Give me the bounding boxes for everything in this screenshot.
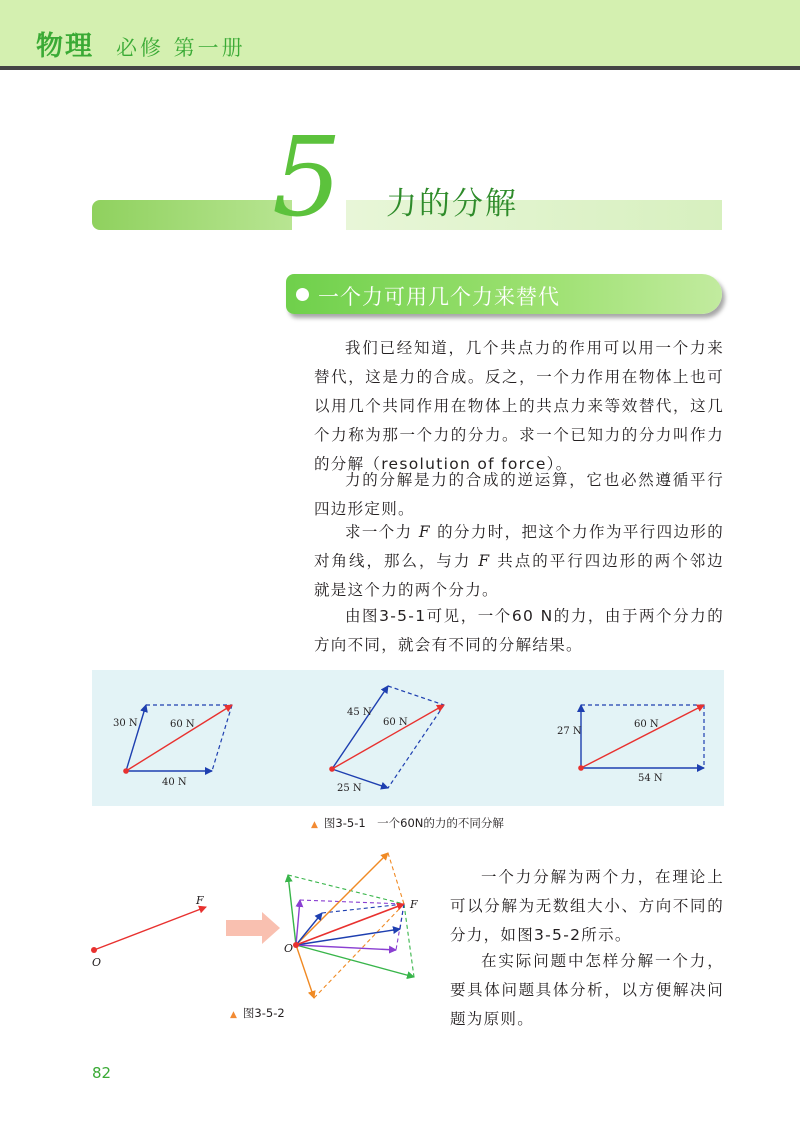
component-arrow [288,875,296,945]
origin-label: O [92,956,102,969]
component-arrow [296,945,414,977]
origin-point [91,947,97,953]
paragraph-4: 由图3-5-1可见，一个60 N的力，由于两个分力的方向不同，就会有不同的分解结果。 [314,607,724,654]
figure-3-5-2-caption [230,1005,285,1021]
label-45n: 45 N [347,707,372,718]
right-paragraph-2: 在实际问题中怎样分解一个力，要具体问题具体分析，以方便解决问题为原则。 [450,952,724,1028]
multiple-decomposition-diagram [284,853,418,998]
caption-marker-icon: ▲ [311,820,318,830]
label-27n: 27 N [557,726,582,737]
book-subtitle: 必修 第一册 [116,36,246,60]
paragraph-3-part-2: 的分力时，把这个力作为平行四边形的对角线，那么，与力 [314,523,724,570]
dashed-edge [300,900,404,904]
label-40n: 40 N [162,777,187,788]
figure-3-5-1-caption-text: 图3-5-1 一个60N的力的不同分解 [323,816,504,830]
dashed-edge [400,904,404,929]
dashed-edge [314,904,404,998]
caption-marker-icon: ▲ [230,1010,237,1020]
force-arrow [94,907,206,950]
label-25n: 25 N [337,783,362,794]
label-54n: 54 N [638,773,663,784]
transition-arrow-icon [226,912,280,944]
single-force-diagram [91,894,206,969]
component-arrow [296,929,400,945]
figure-3-5-2-caption-text: 图3-5-2 [242,1006,285,1020]
paragraph-1: 我们已经知道，几个共点力的作用可以用一个力来替代，这是力的合成。反之，一个力作用在物体上也可以用几个共同作用在物体上的共点力来等效替代，这几个力称为那一个力的分力。求一个已知力的分力叫作力的分解（resolution of force）。 [314,339,724,473]
origin-label: O [284,942,294,955]
right-paragraph-1: 一个力分解为两个力，在理论上可以分解为无数组大小、方向不同的分力，如图3-5-2所示。 [450,868,724,944]
page-number: 82 [92,1064,112,1082]
force-variable: F [478,552,491,570]
force-label: F [196,894,204,907]
label-60n: 60 N [383,717,408,728]
component-arrow [296,853,388,945]
component-arrow [296,900,300,945]
paragraph-2: 力的分解是力的合成的逆运算，它也必然遵循平行四边形定则。 [314,471,724,518]
force-label: F [410,898,418,911]
paragraph-3-part-1: 求一个力 [345,523,419,541]
chapter-number: 5 [272,113,342,241]
origin-point [293,942,299,948]
section-title: 一个力可用几个力来替代 [318,285,560,309]
dashed-edge [388,853,404,904]
dashed-edge [404,904,414,977]
force-variable: F [418,523,431,541]
book-title: 物理 [36,31,94,62]
paragraph-3-part-3: 共点的平行四边形的两个邻边就是这个力的两个分力。 [314,552,724,599]
dashed-edge [288,875,404,904]
label-30n: 30 N [113,718,138,729]
label-60n: 60 N [170,719,195,730]
component-arrow [296,945,314,998]
label-60n: 60 N [634,719,659,730]
chapter-title: 力的分解 [386,186,518,222]
